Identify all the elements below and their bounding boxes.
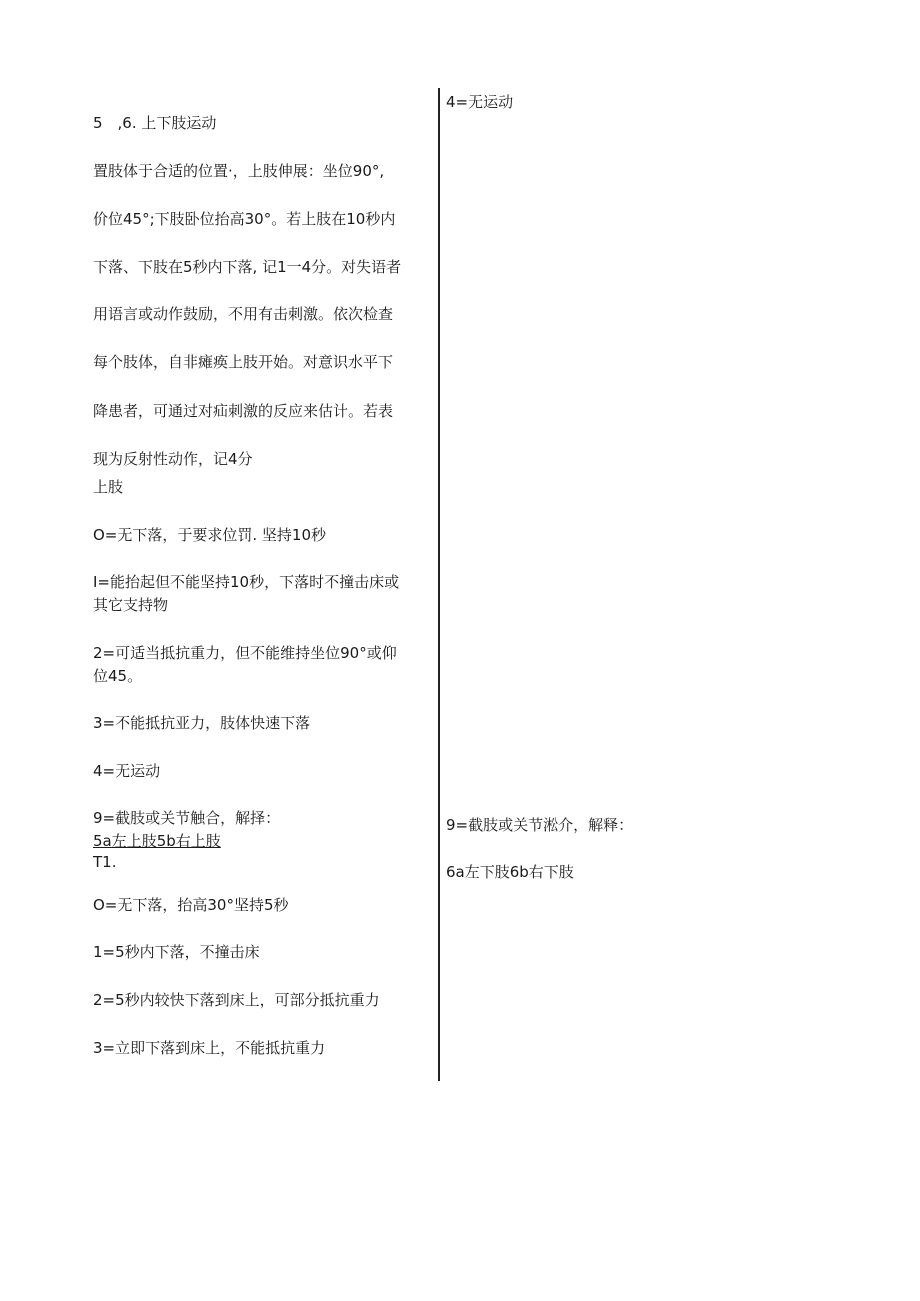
column-divider <box>438 88 440 1081</box>
upper-score-4: 4=无运动 <box>93 762 161 780</box>
upper-score-2-line-1: 2=可适当抵抗重力，但不能维持坐位90°或仰 <box>93 644 397 662</box>
upper-score-3: 3=不能抵抗亚力，肢体快速下落 <box>93 714 311 732</box>
instruction-line-1: 置肢体于合适的位置·，上肢伸展：坐位90°, <box>93 162 385 180</box>
lower-score-0: O=无下落，抬高30°坚持5秒 <box>93 896 289 914</box>
upper-score-0: O=无下落，于要求位罚. 坚持10秒 <box>93 526 326 544</box>
instruction-line-4: 用语言或动作鼓励，不用有击刺激。依次检查 <box>93 305 394 323</box>
upper-limb-label: 上肢 <box>93 478 124 496</box>
section-heading: 5 ,6. 上下肢运动 <box>93 114 217 132</box>
lower-limb-sides: 6a左下肢6b右下肢 <box>446 863 574 881</box>
upper-limb-sides: 5a左上肢5b右上肢 <box>93 832 221 850</box>
lower-score-2: 2=5秒内较快下落到床上，可部分抵抗重力 <box>93 991 380 1009</box>
instruction-line-5: 每个肢体，自非瘫痪上肢开始。对意识水平下 <box>93 353 394 371</box>
lower-limb-label: T1. <box>93 853 117 871</box>
lower-score-4: 4=无运动 <box>446 93 514 111</box>
instruction-line-2: 价位45°;下肢卧位抬高30°。若上肢在10秒内 <box>93 210 396 228</box>
lower-score-3: 3=立即下落到床上，不能抵抗重力 <box>93 1039 326 1057</box>
instruction-line-6: 降患者，可通过对疝刺激的反应来估计。若表 <box>93 402 394 420</box>
upper-score-1-line-1: I=能抬起但不能坚持10秒，下落时不撞击床或 <box>93 573 400 591</box>
instruction-line-3: 下落、下肢在5秒内下落, 记1一4分。对失语者 <box>93 258 402 276</box>
instruction-line-7: 现为反射性动作，记4分 <box>93 450 253 468</box>
lower-score-9: 9=截肢或关节淞介，解释： <box>446 816 634 834</box>
lower-score-1: 1=5秒内下落，不撞击床 <box>93 943 260 961</box>
upper-score-9: 9=截肢或关节触合，解择： <box>93 809 281 827</box>
upper-score-2-line-2: 位45。 <box>93 667 143 685</box>
upper-score-1-line-2: 其它支持物 <box>93 596 169 614</box>
